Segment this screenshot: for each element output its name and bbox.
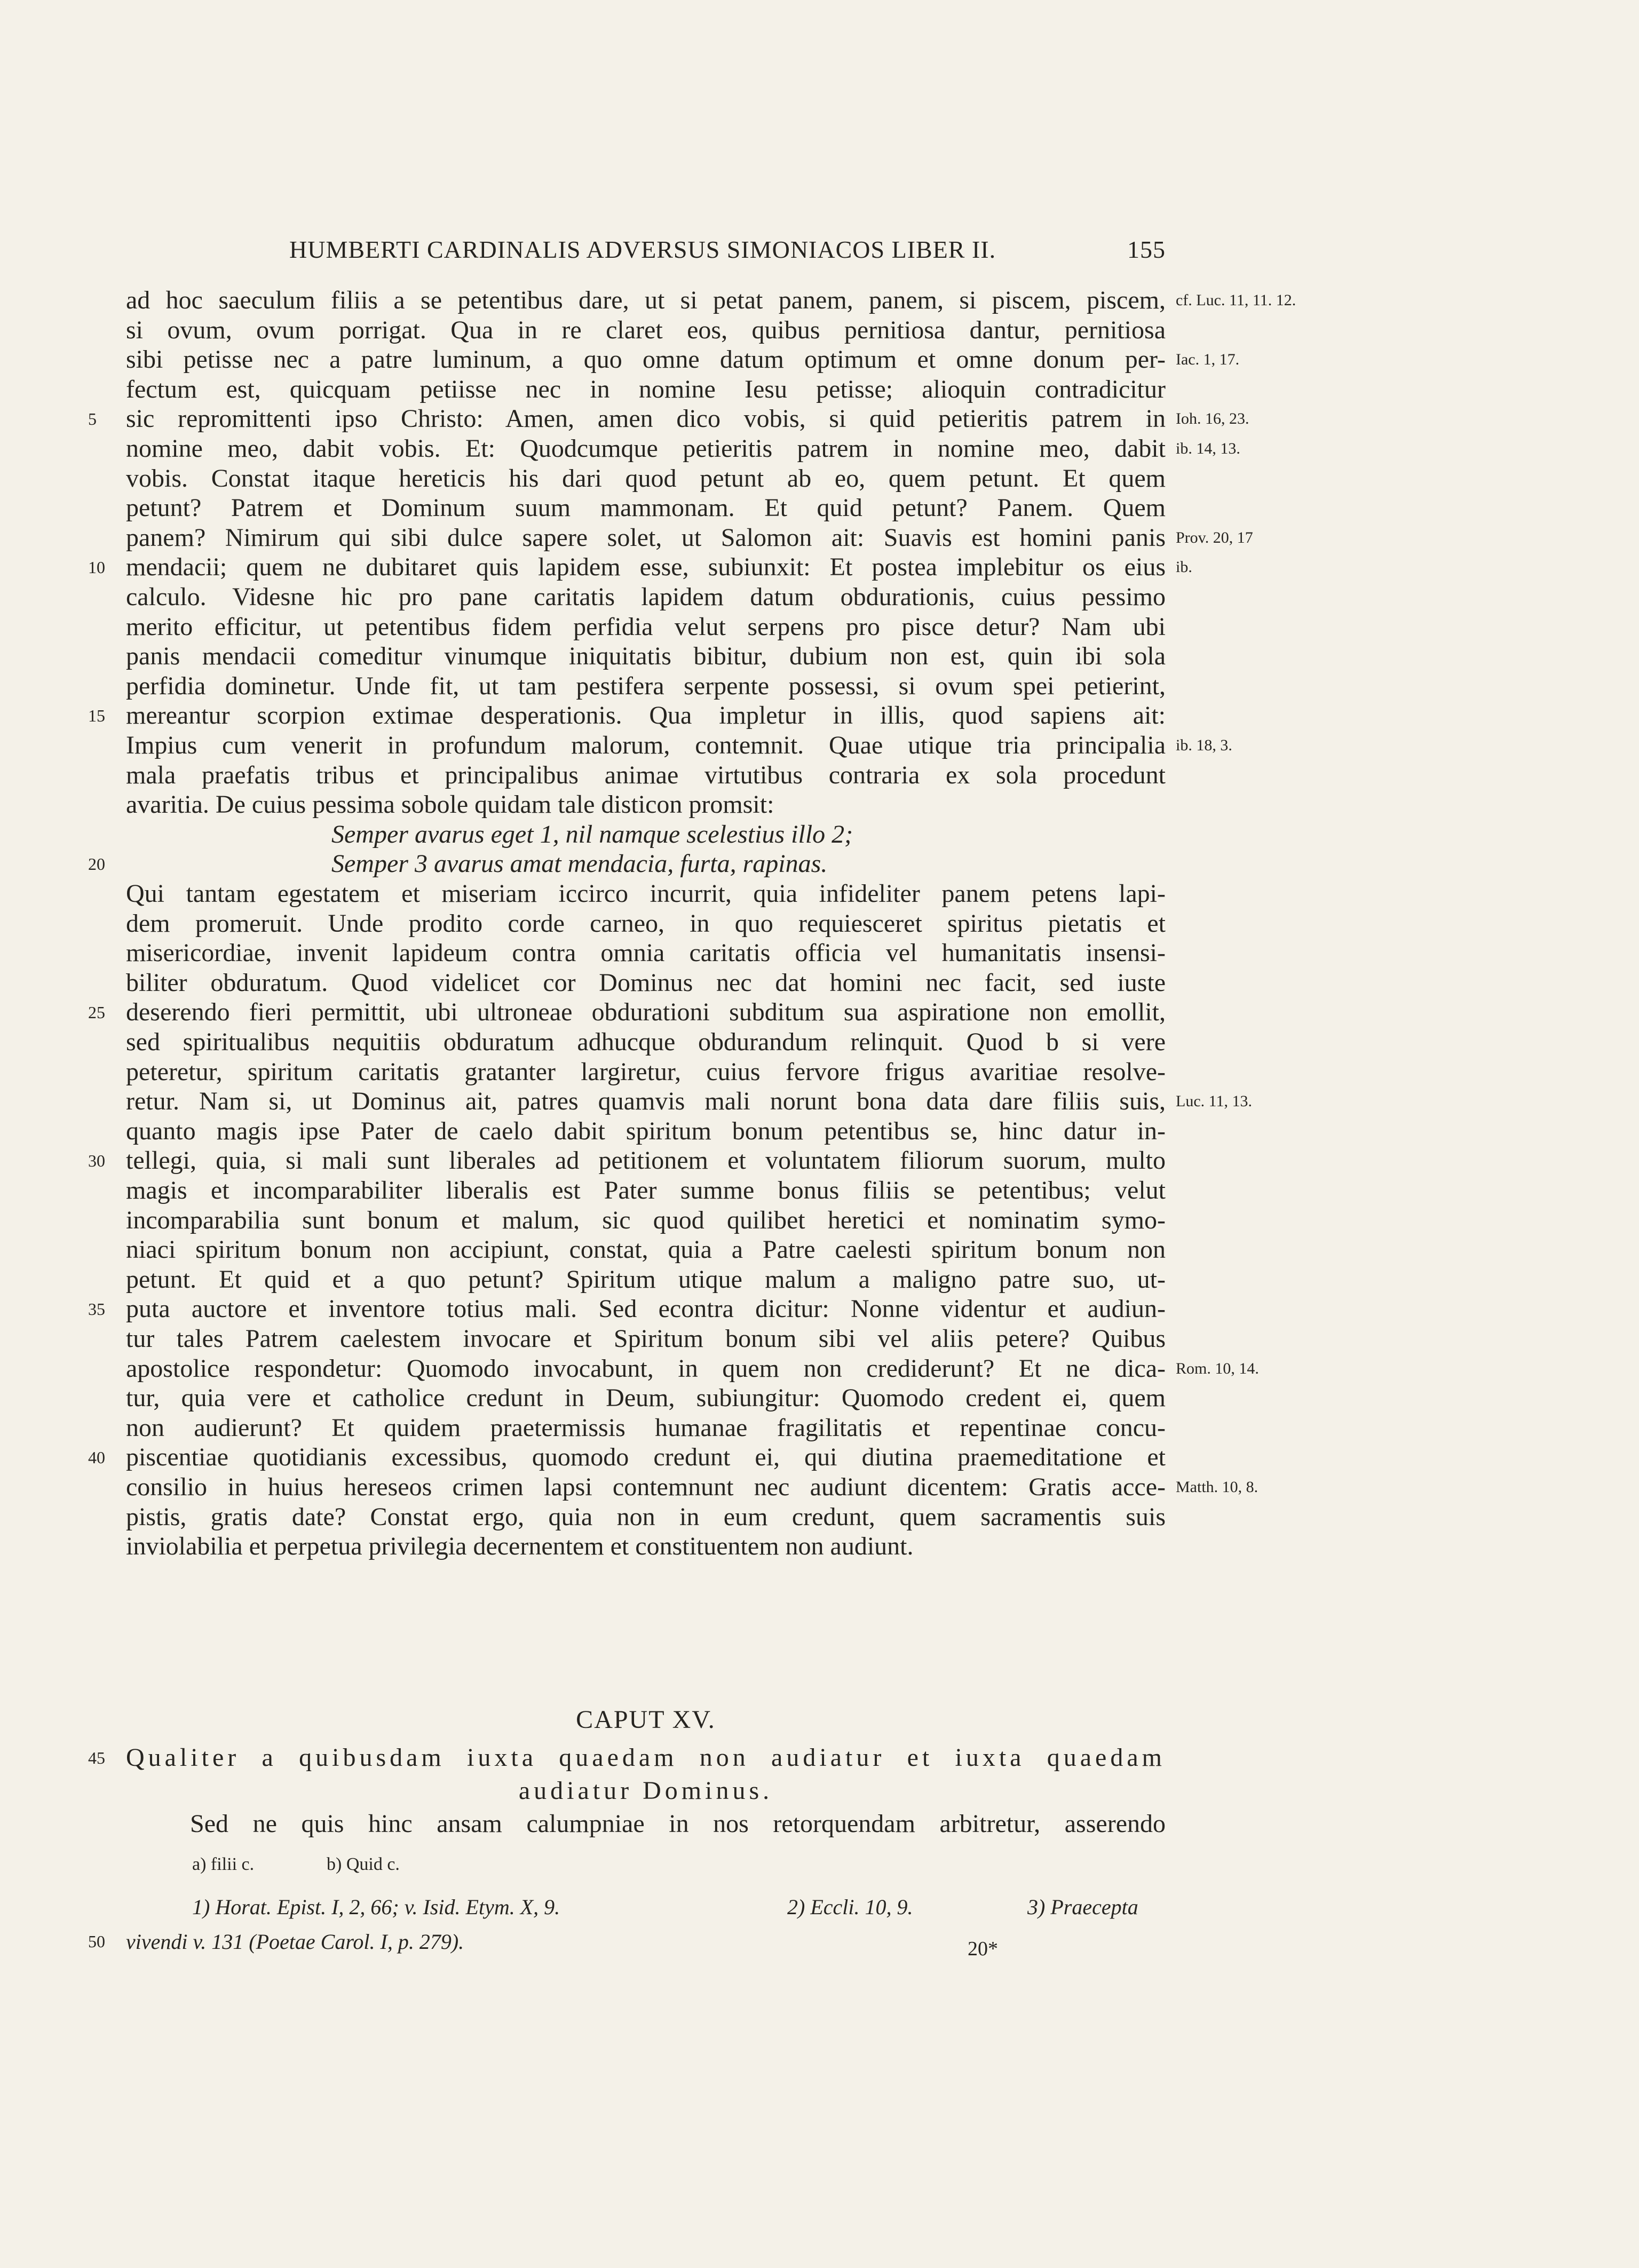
chapter-rubric-line-2: audiatur Dominus. [518, 1777, 773, 1805]
text-line: tur tales Patrem caelestem invocare et Spiritum bonum sibi vel aliis petere? Quibus [126, 1325, 1166, 1353]
line-number: 15 [88, 706, 105, 725]
text-line: Semper 3 avarus amat mendacia, furta, rapinas. [331, 850, 828, 878]
apparatus-note-a: a) filii c. [192, 1854, 255, 1874]
text-line: Qui tantam egestatem et miseriam iccirco incurrit, quia infideliter panem petens lapi- [126, 879, 1166, 908]
footnote-3-continued: vivendi v. 131 (Poetae Carol. I, p. 279). [126, 1930, 464, 1954]
margin-reference: cf. Luc. 11, 11. 12. [1176, 291, 1296, 309]
line-number: 50 [88, 1932, 105, 1951]
text-line: ad hoc saeculum filiis a se petentibus dare, ut si petat panem, panem, si piscem, piscem, [126, 286, 1166, 314]
text-line: mereantur scorpion extimae desperationis. Qua impletur in illis, quod sapiens ait: [126, 701, 1166, 729]
text-line: quanto magis ipse Pater de caelo dabit spiritum bonum petentibus se, hinc datur in- [126, 1117, 1166, 1145]
text-line: pistis, gratis date? Constat ergo, quia non in eum credunt, quem sacramentis suis [126, 1503, 1166, 1531]
text-line: Semper avarus eget 1, nil namque scelestius illo 2; [331, 820, 853, 848]
margin-reference: Ioh. 16, 23. [1176, 410, 1249, 427]
text-line: panis mendacii comeditur vinumque iniquitatis bibitur, dubium non est, quin ibi sola [126, 642, 1166, 670]
text-line: niaci spiritum bonum non accipiunt, constat, quia a Patre caelesti spiritum bonum non [126, 1235, 1166, 1264]
text-line: retur. Nam si, ut Dominus ait, patres quamvis mali norunt bona data dare filiis suis, [126, 1087, 1166, 1115]
text-line: mala praefatis tribus et principalibus animae virtutibus contraria ex sola procedunt [126, 761, 1166, 789]
running-title: HUMBERTI CARDINALIS ADVERSUS SIMONIACOS LIBER II. [289, 236, 996, 263]
line-number: 25 [88, 1003, 105, 1022]
signature-mark: 20* [968, 1938, 998, 1960]
margin-reference: Prov. 20, 17 [1176, 529, 1253, 546]
margin-reference: ib. 18, 3. [1176, 736, 1232, 754]
text-line: tellegi, quia, si mali sunt liberales ad petitionem et voluntatem filiorum suorum, multo [126, 1146, 1166, 1175]
text-line: sic repromittenti ipso Christo: Amen, amen dico vobis, si quid petieritis patrem in [126, 405, 1166, 433]
chapter-heading: CAPUT XV. [576, 1706, 716, 1734]
line-number: 20 [88, 854, 105, 874]
text-line: mendacii; quem ne dubitaret quis lapidem esse, subiunxit: Et postea implebitur os eius [126, 553, 1166, 581]
text-line: si ovum, ovum porrigat. Qua in re claret eos, quibus pernitiosa dantur, pernitiosa [126, 316, 1166, 344]
text-line: inviolabilia et perpetua privilegia decernentem et constituentem non audiunt. [126, 1532, 914, 1560]
margin-reference: Rom. 10, 14. [1176, 1360, 1259, 1377]
margin-reference: Iac. 1, 17. [1176, 351, 1240, 368]
text-line: petunt? Patrem et Dominum suum mammonam. Et quid petunt? Panem. Quem [126, 494, 1166, 522]
line-number: 40 [88, 1448, 105, 1467]
text-line: Impius cum venerit in profundum malorum, contemnit. Quae utique tria principalia [126, 731, 1166, 759]
text-line: apostolice respondetur: Quomodo invocabunt, in quem non crediderunt? Et ne dica- [126, 1354, 1166, 1383]
apparatus-note-b: b) Quid c. [327, 1854, 400, 1874]
text-line: peteretur, spiritum caritatis gratanter largiretur, cuius fervore frigus avaritiae resolve- [126, 1058, 1166, 1086]
margin-reference: ib. 14, 13. [1176, 440, 1240, 457]
running-header [126, 235, 1166, 267]
text-line: tur, quia vere et catholice credunt in Deum, subiungitur: Quomodo credent ei, quem [126, 1384, 1166, 1412]
line-number: 30 [88, 1151, 105, 1170]
text-line: merito efficitur, ut petentibus fidem perfidia velut serpens pro pisce detur? Nam ubi [126, 613, 1166, 641]
line-number: 10 [88, 558, 105, 577]
text-line: biliter obduratum. Quod videlicet cor Dominus nec dat homini nec facit, sed iuste [126, 969, 1166, 997]
text-line: vobis. Constat itaque hereticis his dari quod petunt ab eo, quem petunt. Et quem [126, 464, 1166, 493]
text-line: panem? Nimirum qui sibi dulce sapere solet, ut Salomon ait: Suavis est homini panis [126, 524, 1166, 552]
text-line: petunt. Et quid et a quo petunt? Spiritum utique malum a maligno patre suo, ut- [126, 1265, 1166, 1294]
text-line: calculo. Videsne hic pro pane caritatis lapidem datum obdurationis, cuius pessimo [126, 583, 1166, 611]
text-line: consilio in huius hereseos crimen lapsi contemnunt nec audiunt dicentem: Gratis acce- [126, 1473, 1166, 1501]
line-number: 45 [88, 1748, 105, 1767]
footnote-3: 3) Praecepta [1027, 1895, 1138, 1919]
text-line: avaritia. De cuius pessima sobole quidam tale disticon promsit: [126, 790, 774, 819]
text-line: nomine meo, dabit vobis. Et: Quodcumque petieritis patrem in nomine meo, dabit [126, 434, 1166, 463]
footnote-2: 2) Eccli. 10, 9. [787, 1895, 913, 1919]
text-line: fectum est, quicquam petiisse nec in nomine Iesu petisse; alioquin contradicitur [126, 375, 1166, 403]
footnote-1: 1) Horat. Epist. I, 2, 66; v. Isid. Etym. X, 9. [192, 1895, 560, 1919]
margin-reference: ib. [1176, 558, 1192, 576]
text-line: puta auctore et inventore totius mali. Sed econtra dicitur: Nonne videntur et audiun- [126, 1295, 1166, 1323]
text-line: piscentiae quotidianis excessibus, quomodo credunt ei, qui diutina praemeditatione et [126, 1443, 1166, 1471]
margin-reference: Luc. 11, 13. [1176, 1092, 1253, 1110]
margin-reference: Matth. 10, 8. [1176, 1478, 1258, 1496]
text-line: non audierunt? Et quidem praetermissis humanae fragilitatis et repentinae concu- [126, 1414, 1166, 1442]
text-line: sed spiritualibus nequitiis obduratum adhucque obdurandum relinquit. Quod b si vere [126, 1028, 1166, 1056]
text-line: dem promeruit. Unde prodito corde carneo, in quo requiesceret spiritus pietatis et [126, 909, 1166, 938]
chapter-first-line: Sed ne quis hinc ansam calumpniae in nos retorquendam arbitretur, asserendo [190, 1810, 1166, 1838]
text-line: perfidia dominetur. Unde fit, ut tam pestifera serpente possessi, si ovum spei petierint, [126, 672, 1166, 700]
text-line: deserendo fieri permittit, ubi ultroneae obdurationi subditum sua aspiratione non emollit, [126, 998, 1166, 1026]
text-line: sibi petisse nec a patre luminum, a quo omne datum optimum et omne donum per- [126, 345, 1166, 374]
page-number: 155 [1127, 236, 1166, 263]
line-number: 35 [88, 1299, 105, 1319]
chapter-rubric-line-1: Qualiter a quibusdam iuxta quaedam non audiatur et iuxta quaedam [126, 1743, 1166, 1772]
text-line: misericordiae, invenit lapideum contra omnia caritatis officia vel humanitatis insensi- [126, 939, 1166, 967]
text-line: incomparabilia sunt bonum et malum, sic quod quilibet heretici et nominatim symo- [126, 1206, 1166, 1234]
line-number: 5 [88, 409, 97, 429]
text-line: magis et incomparabiliter liberalis est Pater summe bonus filiis se petentibus; velut [126, 1176, 1166, 1204]
